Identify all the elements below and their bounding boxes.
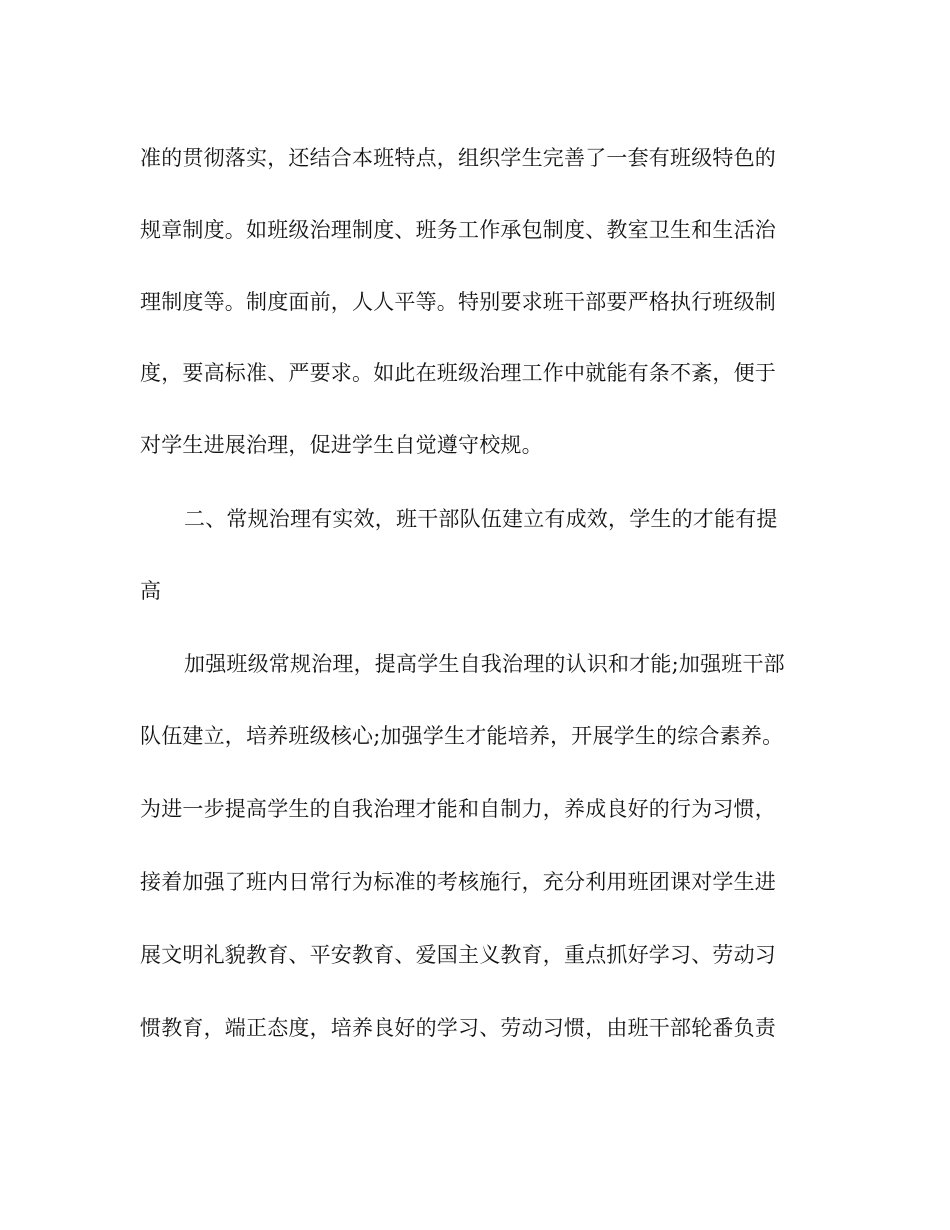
paragraph-line: 队伍建立，培养班级核心;加强学生才能培养，开展学生的综合素养。: [140, 724, 784, 748]
paragraph-line: 准的贯彻落实，还结合本班特点，组织学生完善了一套有班级特色的: [140, 146, 776, 170]
paragraph-line: 规章制度。如班级治理制度、班务工作承包制度、教室卫生和生活治: [140, 218, 776, 242]
paragraph-line: 为进一步提高学生的自我治理才能和自制力，养成良好的行为习惯，: [140, 797, 776, 821]
paragraph-line: 理制度等。制度面前，人人平等。特别要求班干部要严格执行班级制: [140, 290, 776, 314]
section-heading: 二、常规治理有实效，班干部队伍建立有成效，学生的才能有提: [184, 507, 778, 531]
paragraph-line: 度，要高标准、严要求。如此在班级治理工作中就能有条不紊，便于: [140, 361, 776, 385]
paragraph-line: 展文明礼貌教育、平安教育、爱国主义教育，重点抓好学习、劳动习: [140, 943, 776, 967]
paragraph-line: 加强班级常规治理，提高学生自我治理的认识和才能;加强班干部: [184, 652, 785, 676]
section-heading-continuation: 高: [140, 579, 162, 603]
paragraph-line: 惯教育，端正态度，培养良好的学习、劳动习惯，由班干部轮番负责: [140, 1016, 776, 1040]
paragraph-line: 对学生进展治理，促进学生自觉遵守校规。: [140, 433, 543, 457]
paragraph-line: 接着加强了班内日常行为标准的考核施行，充分利用班团课对学生进: [140, 870, 776, 894]
